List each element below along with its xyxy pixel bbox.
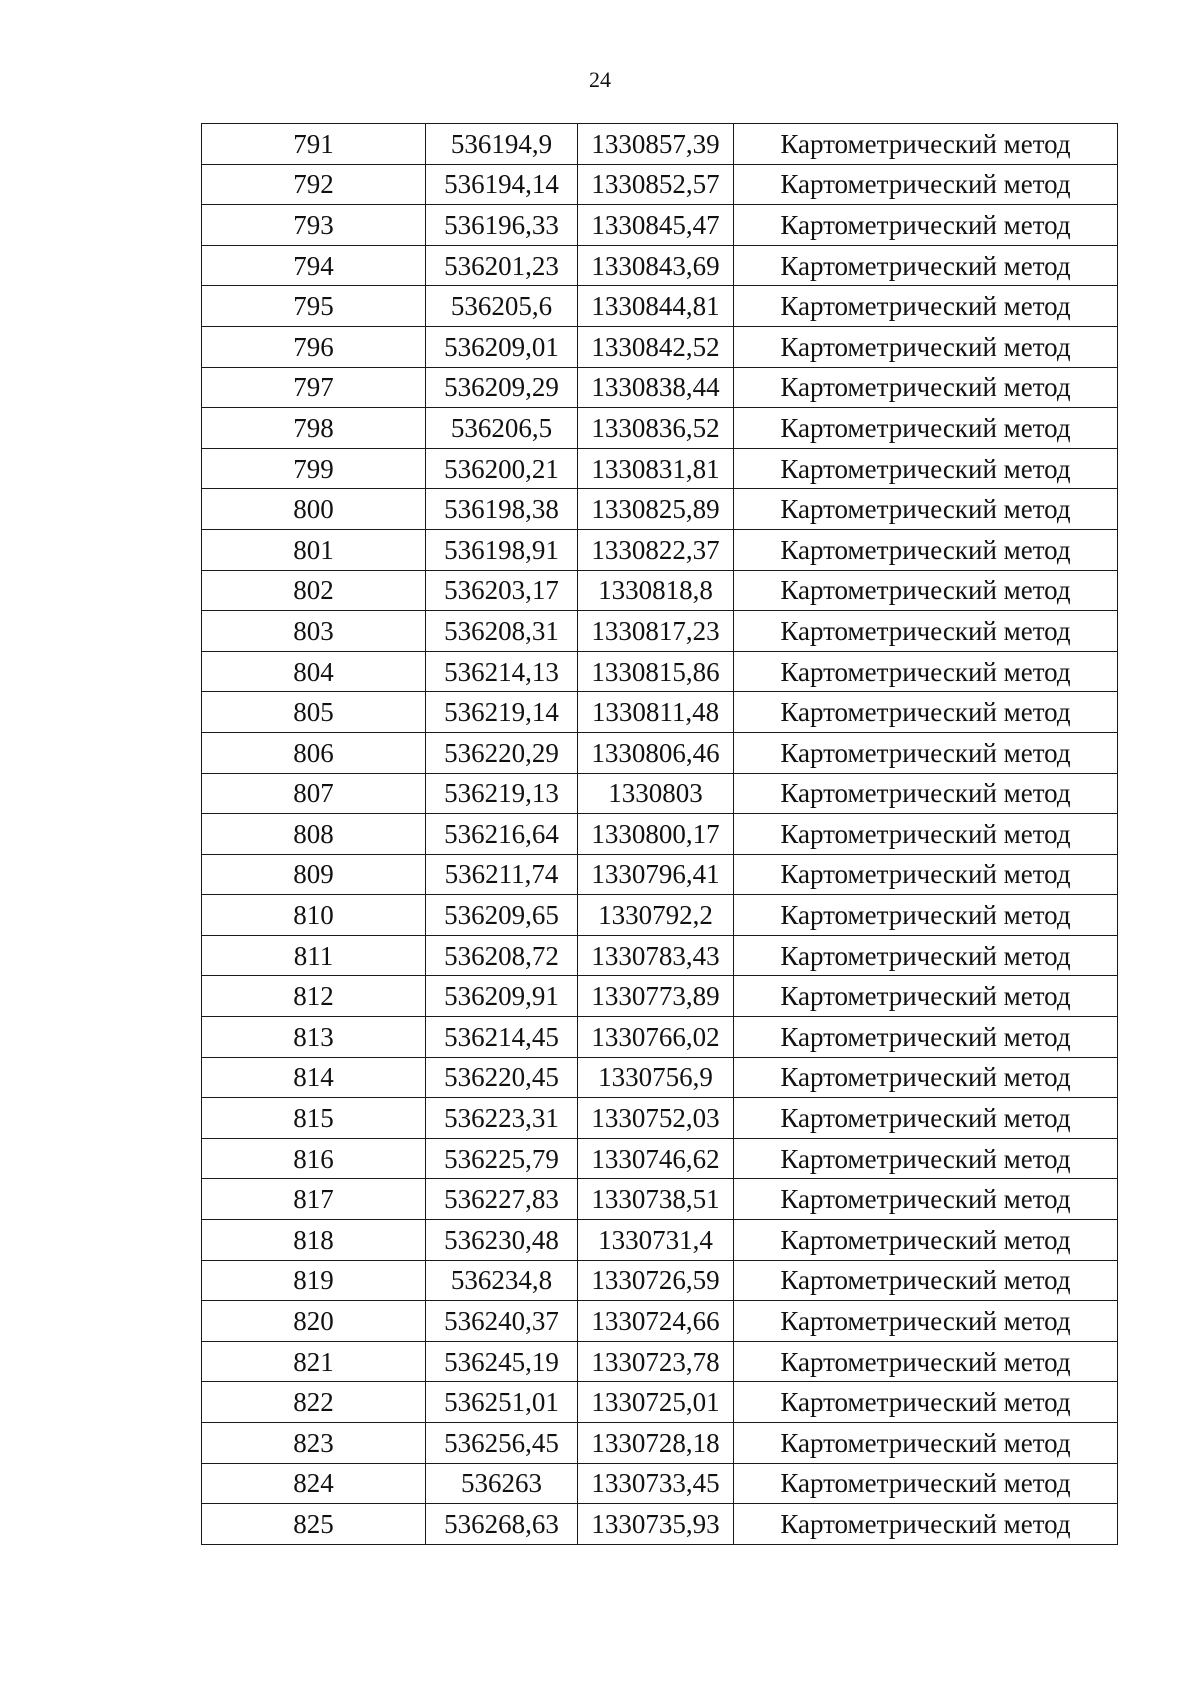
table-row [202,976,1118,1017]
method-cell: Картометрический метод [734,245,1118,286]
y-coordinate-cell: 1330842,52 [578,326,734,367]
point-number-cell: 809 [202,854,426,895]
y-coordinate-cell: 1330803 [578,773,734,814]
table-row [202,1057,1118,1098]
method-cell: Картометрический метод [734,1463,1118,1504]
x-coordinate-cell: 536214,13 [426,651,578,692]
point-number-cell: 797 [202,367,426,408]
y-coordinate-cell: 1330733,45 [578,1463,734,1504]
x-coordinate-cell: 536201,23 [426,245,578,286]
table-row [202,286,1118,327]
x-coordinate-cell: 536216,64 [426,814,578,855]
x-coordinate-cell: 536209,91 [426,976,578,1017]
method-cell: Картометрический метод [734,1301,1118,1342]
point-number-cell: 799 [202,448,426,489]
method-cell: Картометрический метод [734,1098,1118,1139]
table-row [202,1220,1118,1261]
point-number-cell: 816 [202,1138,426,1179]
point-number-cell: 805 [202,692,426,733]
x-coordinate-cell: 536227,83 [426,1179,578,1220]
x-coordinate-cell: 536219,13 [426,773,578,814]
point-number-cell: 825 [202,1504,426,1545]
page-number: 24 [589,67,611,92]
table-row [202,489,1118,530]
table-row [202,245,1118,286]
y-coordinate-cell: 1330735,93 [578,1504,734,1545]
point-number-cell: 804 [202,651,426,692]
coordinates-table-body [202,124,1118,1545]
table-row [202,448,1118,489]
x-coordinate-cell: 536203,17 [426,570,578,611]
method-cell: Картометрический метод [734,1138,1118,1179]
table-row [202,1179,1118,1220]
point-number-cell: 820 [202,1301,426,1342]
method-cell: Картометрический метод [734,326,1118,367]
point-number-cell: 823 [202,1423,426,1464]
method-cell: Картометрический метод [734,651,1118,692]
table-row [202,692,1118,733]
y-coordinate-cell: 1330723,78 [578,1341,734,1382]
point-number-cell: 802 [202,570,426,611]
y-coordinate-cell: 1330806,46 [578,732,734,773]
point-number-cell: 811 [202,935,426,976]
point-number-cell: 795 [202,286,426,327]
point-number-cell: 813 [202,1017,426,1058]
x-coordinate-cell: 536208,72 [426,935,578,976]
table-row [202,367,1118,408]
x-coordinate-cell: 536211,74 [426,854,578,895]
point-number-cell: 798 [202,408,426,449]
table-row [202,1423,1118,1464]
point-number-cell: 819 [202,1260,426,1301]
y-coordinate-cell: 1330845,47 [578,205,734,246]
table-row [202,326,1118,367]
x-coordinate-cell: 536214,45 [426,1017,578,1058]
y-coordinate-cell: 1330783,43 [578,935,734,976]
method-cell: Картометрический метод [734,1504,1118,1545]
y-coordinate-cell: 1330731,4 [578,1220,734,1261]
x-coordinate-cell: 536194,9 [426,124,578,165]
table-row [202,164,1118,205]
y-coordinate-cell: 1330726,59 [578,1260,734,1301]
point-number-cell: 796 [202,326,426,367]
table-row [202,732,1118,773]
x-coordinate-cell: 536194,14 [426,164,578,205]
table-row [202,1017,1118,1058]
x-coordinate-cell: 536230,48 [426,1220,578,1261]
method-cell: Картометрический метод [734,1220,1118,1261]
y-coordinate-cell: 1330857,39 [578,124,734,165]
table-row [202,1504,1118,1545]
method-cell: Картометрический метод [734,408,1118,449]
y-coordinate-cell: 1330796,41 [578,854,734,895]
method-cell: Картометрический метод [734,854,1118,895]
table-row [202,1341,1118,1382]
point-number-cell: 817 [202,1179,426,1220]
y-coordinate-cell: 1330815,86 [578,651,734,692]
x-coordinate-cell: 536205,6 [426,286,578,327]
method-cell: Картометрический метод [734,205,1118,246]
point-number-cell: 821 [202,1341,426,1382]
y-coordinate-cell: 1330756,9 [578,1057,734,1098]
x-coordinate-cell: 536209,65 [426,895,578,936]
table-row [202,1382,1118,1423]
point-number-cell: 818 [202,1220,426,1261]
table-row [202,651,1118,692]
method-cell: Картометрический метод [734,732,1118,773]
x-coordinate-cell: 536245,19 [426,1341,578,1382]
y-coordinate-cell: 1330843,69 [578,245,734,286]
point-number-cell: 822 [202,1382,426,1423]
x-coordinate-cell: 536251,01 [426,1382,578,1423]
table-row [202,1463,1118,1504]
table-row [202,611,1118,652]
y-coordinate-cell: 1330800,17 [578,814,734,855]
method-cell: Картометрический метод [734,1341,1118,1382]
method-cell: Картометрический метод [734,692,1118,733]
y-coordinate-cell: 1330822,37 [578,529,734,570]
y-coordinate-cell: 1330852,57 [578,164,734,205]
y-coordinate-cell: 1330738,51 [578,1179,734,1220]
point-number-cell: 800 [202,489,426,530]
table-row [202,1260,1118,1301]
x-coordinate-cell: 536223,31 [426,1098,578,1139]
y-coordinate-cell: 1330825,89 [578,489,734,530]
table-row [202,1098,1118,1139]
point-number-cell: 807 [202,773,426,814]
coordinates-table [201,123,1118,1545]
method-cell: Картометрический метод [734,367,1118,408]
x-coordinate-cell: 536209,01 [426,326,578,367]
y-coordinate-cell: 1330746,62 [578,1138,734,1179]
x-coordinate-cell: 536220,29 [426,732,578,773]
y-coordinate-cell: 1330773,89 [578,976,734,1017]
x-coordinate-cell: 536200,21 [426,448,578,489]
x-coordinate-cell: 536198,91 [426,529,578,570]
y-coordinate-cell: 1330811,48 [578,692,734,733]
point-number-cell: 794 [202,245,426,286]
x-coordinate-cell: 536209,29 [426,367,578,408]
method-cell: Картометрический метод [734,1057,1118,1098]
point-number-cell: 791 [202,124,426,165]
point-number-cell: 803 [202,611,426,652]
x-coordinate-cell: 536219,14 [426,692,578,733]
x-coordinate-cell: 536208,31 [426,611,578,652]
point-number-cell: 815 [202,1098,426,1139]
method-cell: Картометрический метод [734,1179,1118,1220]
method-cell: Картометрический метод [734,976,1118,1017]
point-number-cell: 808 [202,814,426,855]
table-row [202,1138,1118,1179]
method-cell: Картометрический метод [734,935,1118,976]
table-row [202,854,1118,895]
y-coordinate-cell: 1330836,52 [578,408,734,449]
method-cell: Картометрический метод [734,773,1118,814]
x-coordinate-cell: 536206,5 [426,408,578,449]
x-coordinate-cell: 536198,38 [426,489,578,530]
y-coordinate-cell: 1330752,03 [578,1098,734,1139]
method-cell: Картометрический метод [734,1017,1118,1058]
method-cell: Картометрический метод [734,286,1118,327]
table-row [202,773,1118,814]
method-cell: Картометрический метод [734,1423,1118,1464]
y-coordinate-cell: 1330844,81 [578,286,734,327]
x-coordinate-cell: 536220,45 [426,1057,578,1098]
method-cell: Картометрический метод [734,570,1118,611]
x-coordinate-cell: 536234,8 [426,1260,578,1301]
y-coordinate-cell: 1330728,18 [578,1423,734,1464]
point-number-cell: 810 [202,895,426,936]
point-number-cell: 814 [202,1057,426,1098]
point-number-cell: 793 [202,205,426,246]
point-number-cell: 801 [202,529,426,570]
table-row [202,408,1118,449]
method-cell: Картометрический метод [734,489,1118,530]
table-row [202,570,1118,611]
y-coordinate-cell: 1330792,2 [578,895,734,936]
point-number-cell: 824 [202,1463,426,1504]
table-row [202,529,1118,570]
table-row [202,205,1118,246]
method-cell: Картометрический метод [734,164,1118,205]
method-cell: Картометрический метод [734,124,1118,165]
point-number-cell: 792 [202,164,426,205]
x-coordinate-cell: 536196,33 [426,205,578,246]
point-number-cell: 806 [202,732,426,773]
x-coordinate-cell: 536263 [426,1463,578,1504]
x-coordinate-cell: 536225,79 [426,1138,578,1179]
method-cell: Картометрический метод [734,895,1118,936]
method-cell: Картометрический метод [734,529,1118,570]
x-coordinate-cell: 536240,37 [426,1301,578,1342]
method-cell: Картометрический метод [734,1260,1118,1301]
method-cell: Картометрический метод [734,448,1118,489]
y-coordinate-cell: 1330725,01 [578,1382,734,1423]
method-cell: Картометрический метод [734,1382,1118,1423]
table-row [202,935,1118,976]
table-row [202,814,1118,855]
x-coordinate-cell: 536268,63 [426,1504,578,1545]
method-cell: Картометрический метод [734,611,1118,652]
table-row [202,1301,1118,1342]
y-coordinate-cell: 1330838,44 [578,367,734,408]
point-number-cell: 812 [202,976,426,1017]
y-coordinate-cell: 1330724,66 [578,1301,734,1342]
table-row [202,124,1118,165]
y-coordinate-cell: 1330831,81 [578,448,734,489]
y-coordinate-cell: 1330818,8 [578,570,734,611]
table-row [202,895,1118,936]
y-coordinate-cell: 1330766,02 [578,1017,734,1058]
y-coordinate-cell: 1330817,23 [578,611,734,652]
method-cell: Картометрический метод [734,814,1118,855]
x-coordinate-cell: 536256,45 [426,1423,578,1464]
